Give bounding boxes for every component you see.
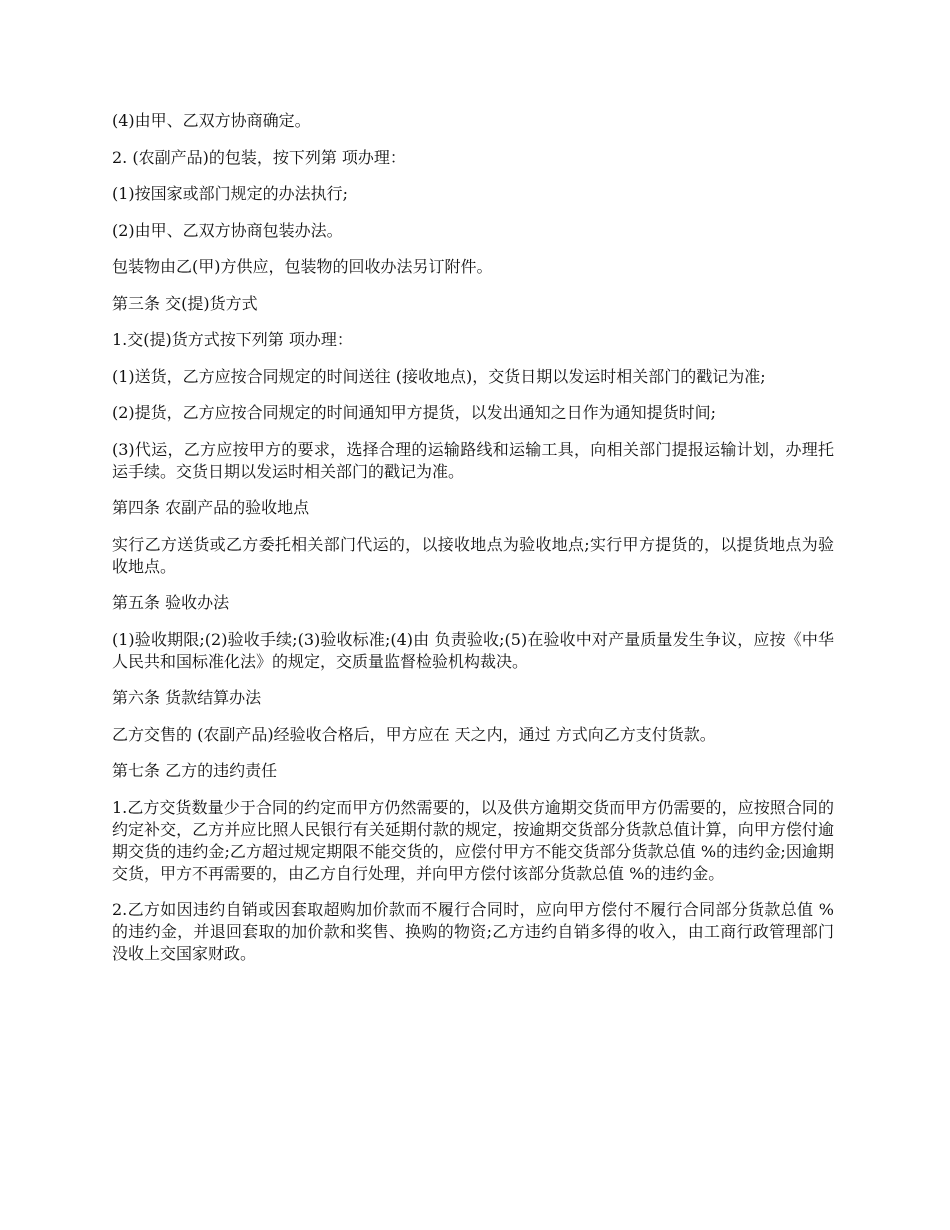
- paragraph-item-4: (4)由甲、乙双方协商确定。: [112, 111, 311, 130]
- paragraph-delivery-option-3: (3)代运，乙方应按甲方的要求，选择合理的运输路线和运输工具，向相关部门提报运输计划，办理托运手续。交货日期以发运时相关部门的戳记为准。: [112, 439, 834, 481]
- paragraph-packaging-supply: 包装物由乙(甲)方供应，包装物的回收办法另订附件。: [112, 257, 493, 276]
- paragraph-packaging-option-2: (2)由甲、乙双方协商包装办法。: [112, 220, 343, 240]
- paragraph-inspection-location: 实行乙方送货或乙方委托相关部门代运的，以接收地点为验收地点;实行甲方提货的，以提货地点为验收地点。: [112, 534, 834, 576]
- paragraph-packaging-option-1: (1)按国家或部门规定的办法执行;: [112, 184, 349, 203]
- paragraph-packaging: 2. (农副产品)的包装，按下列第 项办理：: [112, 147, 406, 167]
- article-3-heading: 第三条 交(提)货方式: [112, 293, 258, 313]
- article-6-heading: 第六条 货款结算办法: [112, 688, 262, 707]
- article-5-heading: 第五条 验收办法: [112, 593, 230, 612]
- document-page: [112, 110, 834, 980]
- article-4-heading: 第四条 农副产品的验收地点: [112, 498, 310, 517]
- article-7-heading: 第七条 乙方的违约责任: [112, 761, 278, 780]
- paragraph-breach-2: 2.乙方如因违约自销或因套取超购加价款而不履行合同时，应向甲方偿付不履行合同部分货款总值 %的违约金，并退回套取的加价款和奖售、换购的物资;乙方违约自销多得的收入，由工商行政管理部门没收上交国家财政。: [112, 900, 834, 963]
- paragraph-delivery-method: 1.交(提)货方式按下列第 项办理：: [112, 330, 353, 349]
- paragraph-inspection-method: (1)验收期限;(2)验收手续;(3)验收标准;(4)由 负责验收;(5)在验收中对产量质量发生争议，应按《中华人民共和国标准化法》的规定，交质量监督检验机构裁决。: [112, 629, 834, 671]
- paragraph-delivery-option-1: (1)送货，乙方应按合同规定的时间送往 (接收地点)，交货日期以发运时相关部门的戳记为准;: [112, 366, 766, 386]
- paragraph-delivery-option-2: (2)提货，乙方应按合同规定的时间通知甲方提货，以发出通知之日作为通知提货时间;: [112, 403, 717, 422]
- paragraph-breach-1: 1.乙方交货数量少于合同的约定而甲方仍然需要的，以及供方逾期交货而甲方仍需要的，应按照合同的约定补交，乙方并应比照人民银行有关延期付款的规定，按逾期交货部分货款总值计算，向甲方偿付逾期交货的违约金;乙方超过规定期限不能交货的，应偿付甲方不能交货部分货款总值 %的违约金;因逾期交货，甲方不再需要的，由乙方自行处理，并向甲方偿付该部分货款总值 %的违约金。: [112, 797, 834, 883]
- paragraph-payment: 乙方交售的 (农副产品)经验收合格后，甲方应在 天之内，通过 方式向乙方支付货款。: [112, 724, 716, 744]
